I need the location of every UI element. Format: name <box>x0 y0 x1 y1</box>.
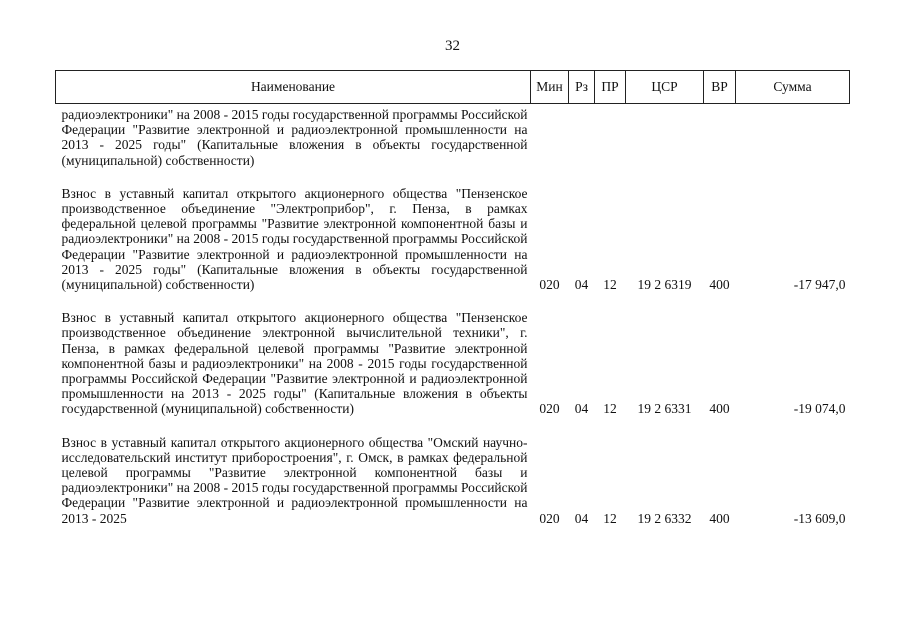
row-name: радиоэлектроники" на 2008 - 2015 годы государственной программы Российской Федерации "Развитие электронной и радиоэлектронной промышленности на 2013 - 2025 годы" (Капитальные вложения в объекты государственной (муниципальной) собственности) <box>61 107 528 168</box>
row-csr: 19 2 6319 <box>637 277 692 293</box>
header-sum: Сумма <box>736 71 850 104</box>
row-min <box>531 104 569 168</box>
row-rz: 04 <box>574 401 589 417</box>
row-sum <box>736 104 850 168</box>
row-rz: 04 <box>574 277 589 293</box>
row-pr: 12 <box>603 510 617 526</box>
header-rz: Рз <box>569 71 595 104</box>
row-csr: 19 2 6332 <box>637 510 692 526</box>
header-pr: ПР <box>595 71 626 104</box>
row-min: 020 <box>539 401 560 417</box>
table-row <box>56 417 850 526</box>
table-row <box>56 292 850 416</box>
header-min: Мин <box>531 71 569 104</box>
row-pr: 12 <box>603 277 617 293</box>
row-vr: 400 <box>709 401 730 417</box>
row-min: 020 <box>539 510 560 526</box>
header-vr: ВР <box>704 71 736 104</box>
page-number: 32 <box>445 38 460 54</box>
row-rz <box>569 104 595 168</box>
row-name: Взнос в уставный капитал открытого акционерного общества "Омский научно-исследовательский институт приборостроения", г. Омск, в рамках федеральной целевой программы "Развитие электронной компонентной базы и радиоэлектроники" на 2008 - 2015 годы государственной программы Российской Федерации "Развитие электронной и радиоэлектронной промышленности на 2013 - 2025 <box>61 434 528 526</box>
budget-table <box>55 70 850 526</box>
row-sum: -13 609,0 <box>793 510 846 526</box>
row-pr: 12 <box>603 401 617 417</box>
table-row <box>56 104 850 168</box>
row-csr: 19 2 6331 <box>637 401 692 417</box>
table-row <box>56 168 850 292</box>
row-sum: -17 947,0 <box>793 277 846 293</box>
row-min: 020 <box>539 277 560 293</box>
row-vr <box>704 104 736 168</box>
row-vr: 400 <box>709 510 730 526</box>
row-csr <box>626 104 704 168</box>
row-vr: 400 <box>709 277 730 293</box>
row-sum: -19 074,0 <box>793 401 846 417</box>
row-name: Взнос в уставный капитал открытого акционерного общества "Пензенское производственное объединение электронной вычислительной техники", г. Пенза, в рамках федеральной целевой программы "Развитие электронной компонентной базы и радиоэлектроники" на 2008 - 2015 годы государственной программы Российской Федерации "Развитие электронной и радиоэлектронной промышленности на 2013 - 2025 годы" (Капитальные вложения в объекты государственной (муниципальной) собственности) <box>61 310 528 417</box>
table-body <box>56 104 850 526</box>
row-rz: 04 <box>574 510 589 526</box>
table-header <box>56 71 850 104</box>
header-name: Наименование <box>56 71 531 104</box>
header-row <box>56 71 850 104</box>
header-csr: ЦСР <box>626 71 704 104</box>
row-pr <box>595 104 626 168</box>
row-name: Взнос в уставный капитал открытого акционерного общества "Пензенское производственное объединение "Электроприбор", г. Пенза, в рамках федеральной целевой программы "Развитие электронной компонентной базы и радиоэлектроники" на 2008 - 2015 годы государственной программы Российской Федерации "Развитие электронной и радиоэлектронной промышленности на 2013 - 2025 годы" (Капитальные вложения в объекты государственной (муниципальной) собственности) <box>61 185 528 293</box>
